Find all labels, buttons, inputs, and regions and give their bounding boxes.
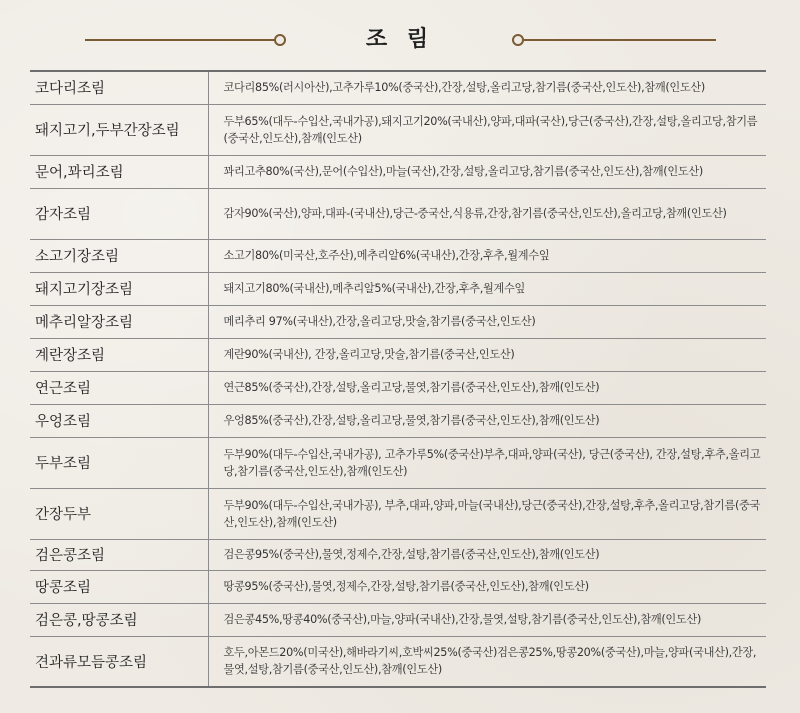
table-row [30, 71, 766, 104]
table-row [30, 404, 766, 437]
table-row [30, 272, 766, 305]
table-row [30, 338, 766, 371]
dish-ingredients: 감자90%(국산),양파,대파-(국내산),당근-중국산,식용류,간장,참기름(중국산,인도산),올리고당,참깨(인도산) [208, 188, 766, 239]
header [0, 0, 800, 70]
page-title: 조 림 [365, 26, 435, 52]
table-row [30, 305, 766, 338]
dish-name: 검은콩조림 [30, 539, 208, 570]
table-row [30, 570, 766, 603]
dish-name: 소고기장조림 [30, 239, 208, 272]
dish-name: 메추리알장조림 [30, 305, 208, 338]
dish-name: 돼지고기,두부간장조림 [30, 104, 208, 155]
dish-ingredients: 소고기80%(미국산,호주산),메추리알6%(국내산),간장,후추,월계수잎 [208, 239, 766, 272]
dish-ingredients: 두부90%(대두-수입산,국내가공), 부추,대파,양파,마늘(국내산),당근(중국산),간장,설탕,후추,올리고당,참기름(중국산,인도산),참깨(인도산) [208, 488, 766, 539]
dish-ingredients: 코다리85%(러시아산),고추가루10%(중국산),간장,설탕,올리고당,참기름(중국산,인도산),참깨(인도산) [208, 71, 766, 104]
table-row [30, 437, 766, 488]
dish-ingredients: 꽈리고추80%(국산),문어(수입산),마늘(국산),간장,설탕,올리고당,참기름(중국산,인도산),참깨(인도산) [208, 155, 766, 188]
dish-name: 감자조림 [30, 188, 208, 239]
dish-name: 돼지고기장조림 [30, 272, 208, 305]
dish-name: 두부조림 [30, 437, 208, 488]
table-row [30, 155, 766, 188]
table-row [30, 488, 766, 539]
table-row [30, 104, 766, 155]
dish-ingredients: 메리추리 97%(국내산),간장,올리고당,맛술,참기름(중국산,인도산) [208, 305, 766, 338]
title-rule-right [524, 39, 716, 41]
dish-ingredients: 땅콩95%(중국산),물엿,정제수,간장,설탕,참기름(중국산,인도산),참깨(인도산) [208, 570, 766, 603]
dish-name: 연근조림 [30, 371, 208, 404]
table-row [30, 188, 766, 239]
dish-ingredients: 두부90%(대두-수입산,국내가공), 고추가루5%(중국산)부추,대파,양파(국산), 당근(중국산), 간장,설탕,후추,올리고당,참기름(중국산,인도산),참깨(인도산) [208, 437, 766, 488]
ingredient-table [30, 70, 766, 688]
dish-name: 견과류모듬콩조림 [30, 636, 208, 687]
dish-name: 간장두부 [30, 488, 208, 539]
dish-name: 땅콩조림 [30, 570, 208, 603]
dish-ingredients: 계란90%(국내산), 간장,올리고당,맛술,참기름(중국산,인도산) [208, 338, 766, 371]
dish-ingredients: 우엉85%(중국산),간장,설탕,올리고당,물엿,참기름(중국산,인도산),참깨(인도산) [208, 404, 766, 437]
dish-name: 우엉조림 [30, 404, 208, 437]
dish-name: 검은콩,땅콩조림 [30, 603, 208, 636]
dish-ingredients: 연근85%(중국산),간장,설탕,올리고당,물엿,참기름(중국산,인도산),참깨(인도산) [208, 371, 766, 404]
dish-ingredients: 두부65%(대두-수입산,국내가공),돼지고기20%(국내산),양파,대파(국산),당근(중국산),간장,설탕,올리고당,참기름(중국산,인도산),참깨(인도산) [208, 104, 766, 155]
dish-ingredients: 돼지고기80%(국내산),메추리알5%(국내산),간장,후추,월계수잎 [208, 272, 766, 305]
table-row [30, 371, 766, 404]
table-row [30, 539, 766, 570]
dish-ingredients: 검은콩45%,땅콩40%(중국산),마늘,양파(국내산),간장,물엿,설탕,참기름(중국산,인도산),참깨(인도산) [208, 603, 766, 636]
title-ornament-right [512, 34, 524, 46]
dish-name: 문어,꽈리조림 [30, 155, 208, 188]
dish-ingredients: 호두,아몬드20%(미국산),해바라기씨,호박씨25%(중국산)검은콩25%,땅콩20%(중국산),마늘,양파(국내산),간장,물엿,설탕,참기름(중국산,인도산),참깨(인도산) [208, 636, 766, 687]
table-row [30, 603, 766, 636]
dish-name: 계란장조림 [30, 338, 208, 371]
dish-name: 코다리조림 [30, 71, 208, 104]
table-row [30, 636, 766, 687]
dish-ingredients: 검은콩95%(중국산),물엿,정제수,간장,설탕,참기름(중국산,인도산),참깨(인도산) [208, 539, 766, 570]
table-row [30, 239, 766, 272]
